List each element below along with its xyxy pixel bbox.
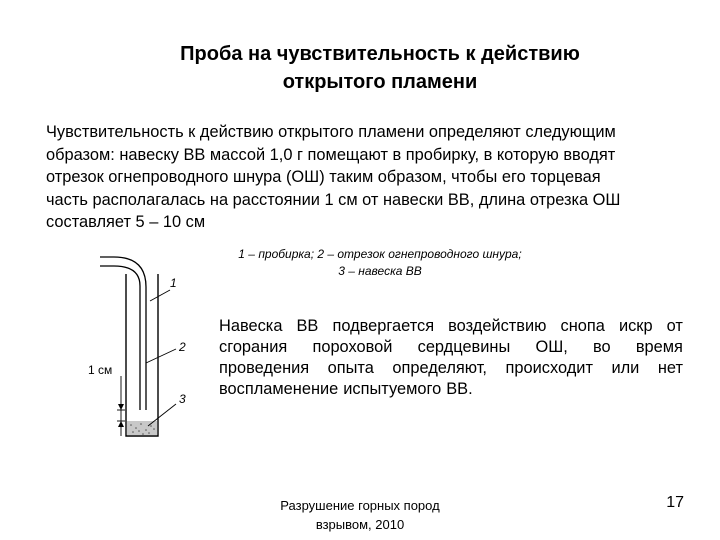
description-word: Навеска (219, 317, 283, 335)
description-word: время (635, 338, 683, 356)
leader-line-2 (146, 349, 176, 363)
description-word: испытуемого (343, 380, 442, 398)
description-word: ВВ. (446, 380, 473, 398)
description-word: пороховой (312, 338, 393, 356)
dimension-arrow-top (118, 404, 124, 410)
description-word: искр (618, 317, 653, 335)
intro-line: образом: навеску ВВ массой 1,0 г помещают в пробирку, в которую вводят (46, 145, 616, 164)
fuse-cord-outer (100, 266, 140, 410)
description-word: нет (657, 359, 683, 377)
description-word: подвергается (332, 317, 435, 335)
page-number: 17 (666, 494, 684, 511)
description-word: ОШ, (535, 338, 568, 356)
footer (260, 496, 460, 534)
slide-title-line-2: открытого пламени (282, 71, 478, 93)
description-word: снопа (560, 317, 605, 335)
description-word: или (611, 359, 640, 377)
description-word: ВВ (296, 317, 319, 335)
description-line (219, 358, 683, 379)
leader-line-1 (150, 290, 170, 301)
description-word: воспламенение (219, 380, 339, 398)
description-word: во (593, 338, 611, 356)
intro-line: часть располагалась на расстоянии 1 см от навески ВВ, длина отрезка ОШ (46, 190, 621, 209)
intro-line: отрезок огнепроводного шнура (ОШ) таким образом, чтобы его торцевая (46, 168, 601, 186)
description-line (219, 337, 683, 358)
footer-line-2: взрывом, 2010 (315, 517, 405, 532)
description-paragraph (219, 316, 683, 400)
footer-line-1: Разрушение горных пород (280, 498, 440, 513)
description-word: от (666, 317, 683, 335)
description-line (219, 379, 683, 400)
description-word: воздействию (448, 317, 547, 335)
dimension-label: 1 см (88, 363, 113, 377)
figure-label-1: 1 (170, 276, 177, 290)
description-word: опыта (327, 359, 374, 377)
explosive-charge (127, 421, 157, 435)
figure-caption-line-2: 3 – навеска ВВ (338, 264, 422, 278)
slide-title-line-1: Проба на чувствительность к действию (180, 43, 580, 65)
description-word: сгорания (219, 338, 288, 356)
intro-line: Чувствительность к действию открытого пламени определяют следующим (46, 123, 616, 141)
dimension-arrow-bottom (118, 421, 124, 427)
figure-label-3: 3 (179, 392, 186, 406)
figure-caption-line-1: 1 – пробирка; 2 – отрезок огнепроводного шнура; (238, 247, 522, 261)
description-word: происходит (505, 359, 593, 377)
intro-line: составляет 5 – 10 см (46, 213, 206, 231)
description-line (219, 316, 683, 337)
figure-label-2: 2 (179, 340, 186, 354)
description-word: проведения (219, 359, 310, 377)
description-word: сердцевины (417, 338, 511, 356)
leader-line-3 (148, 404, 176, 426)
description-word: определяют, (392, 359, 487, 377)
